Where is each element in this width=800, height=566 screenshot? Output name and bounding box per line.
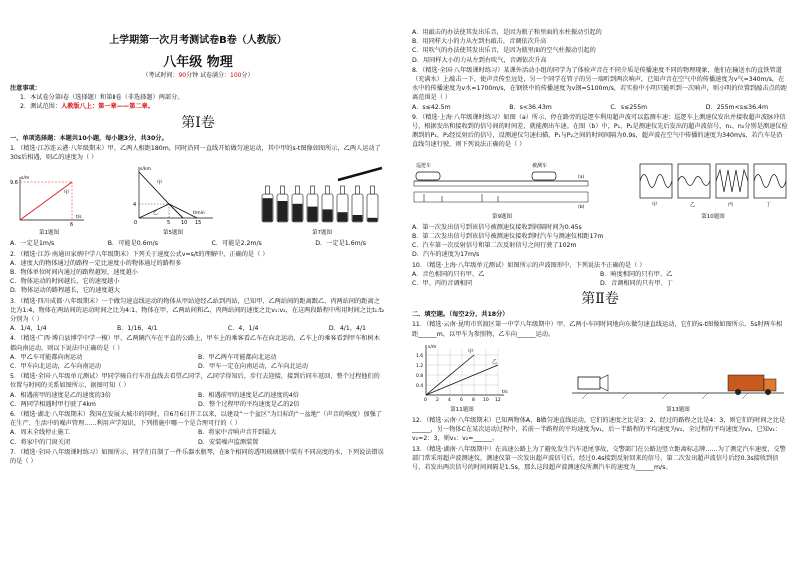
figure-7: [258, 164, 386, 237]
caption-fig10: 第10题图: [701, 213, 725, 220]
caption-fig9: 第9题图: [492, 213, 512, 220]
fig5-y1: 4: [133, 202, 137, 209]
figure-row-2: [412, 152, 788, 221]
section-2-heading: 二、填空题。（每空2分，共18分）: [412, 311, 509, 319]
q2-option-d[interactable]: D．物体运动的路程越长，它的速度越大: [10, 287, 120, 295]
q6-option-a[interactable]: A．周末全线停止施工: [10, 429, 70, 437]
score-value: 100: [230, 72, 242, 79]
q10-options-row2: [412, 279, 788, 288]
question-4: 4．（精选·广西·博白县博学中学一模）甲、乙两辆汽车在平直的公路上，甲车上的乘客看乙车在向北运动，乙车上的乘客看到甲车和树木都向南运动，则以下说法中正确的是（ ）: [10, 335, 380, 352]
q3-option-d[interactable]: D．4/1，4/1: [328, 325, 366, 333]
q3-option-c[interactable]: C．4，1/4: [227, 325, 259, 333]
question-12: 12．（精选·云南·八年级期末）已知两物体A、B做匀速直线运动，它们的速度之比是3：2，经过的路程之比是4：3，则它们的时间之比是______，另一物体C在某次运动过程中，若前一半路程的平均速度为v₁，后一半路程的平均速度为v₂，全过程的平均速度为v₃，已知v₁：v₂=2：3，则v₃：v₂=______。: [412, 417, 786, 443]
time-label: （考试时间：: [142, 72, 179, 79]
caption-fig11: 第11题图: [450, 407, 474, 414]
time-value: 90: [178, 72, 187, 79]
notes-heading: 注意事项：: [10, 85, 41, 92]
note-1: 1．本试卷分第Ⅰ卷（选择题）和第Ⅱ卷（非选择题）两部分。: [20, 94, 184, 102]
fig5-x3: 15: [195, 220, 202, 227]
exam-subject: 八年级 物理: [163, 55, 233, 70]
exam-title: 上学期第一次月考测试卷B卷（人教版）: [109, 35, 287, 46]
bottle-water: [263, 198, 273, 221]
bottle-neck: [356, 186, 360, 194]
note-2: [10, 102, 386, 111]
figure-13-diagram: [568, 363, 788, 403]
fig11-t-label: t/s: [502, 389, 508, 395]
bottle-neck: [371, 186, 375, 194]
q8-option-d[interactable]: D．255m<s≤36.4m: [705, 103, 768, 111]
caption-fig7: 第7题图: [312, 230, 332, 237]
q1-option-b[interactable]: B．可能是0.6m/s: [107, 240, 158, 248]
score-unit: 分）: [241, 72, 254, 79]
q8-option-b[interactable]: B．s<36.43m: [509, 103, 552, 111]
fig5-s-label: s/km: [140, 167, 151, 173]
question-3: 3．（精选·四川成都·八年级期末）一个做匀速直线运动的物体从甲站途经乙站到丙站，已知甲、乙两站间的距离跟乙、丙两站间的距离之比为1:4，物体在两站间的运动时间之比为4:1，物体在甲、乙两站间和乙、丙两站间的速度之比v₁:v₂，在这两段路程中所用时间之比t₁:t₂分别为（ ）: [10, 297, 385, 324]
q2-option-c[interactable]: C．物体运动的时间越长，它的速度越小: [10, 278, 120, 286]
figure-11-graph: [412, 341, 512, 403]
bottle-water: [278, 201, 288, 222]
bottle-water: [353, 215, 363, 222]
fig11-x5: 10: [483, 397, 489, 403]
target-car-icon: [532, 172, 556, 180]
q2-option-b[interactable]: B．物体单位时间内通过的路程越短，速度越小: [10, 269, 138, 277]
fig11-s-label: s/m: [428, 344, 437, 350]
figure-7-bottles: [258, 164, 386, 226]
q5-options-row1: [10, 391, 386, 400]
fig11-x2: 4: [448, 397, 451, 403]
q1-option-c[interactable]: C．可能是2.2m/s: [211, 240, 262, 248]
q6-option-c[interactable]: C．将家中的门窗关闭: [10, 438, 71, 446]
q3-option-a[interactable]: A．1/4，1/4: [10, 325, 47, 333]
q4-options-row2: [10, 362, 386, 371]
fig1-s-label: s/m: [21, 176, 30, 182]
note-2-prefix: 2．测试范围：: [20, 103, 62, 111]
question-5: 5．（精选·全国·八年级单元测试）甲同学骑自行车沿直线去看望乙同学，乙同学得知后，步行去迎接，接到后同车返回，整个过程他们的位置与时间的关系如图所示，据图可知（ ）: [10, 373, 380, 390]
fig10-bing: 丙: [728, 201, 734, 208]
caption-fig5: 第5题图: [163, 230, 183, 237]
figure-1: [10, 174, 88, 237]
bottle-neck: [341, 186, 345, 194]
q7-option-c[interactable]: C．用吹气的办法使其发出乐音，是因为瓶里面的空气柱振动引起的: [412, 47, 596, 55]
q8-options: [412, 103, 788, 112]
q5-option-b[interactable]: B．相遇前甲的速度是乙的速度的4倍: [198, 391, 299, 399]
q10-option-b[interactable]: B．响度相同的只有甲、乙: [600, 270, 673, 278]
fig1-ytop: 9.6: [10, 180, 18, 187]
q6-options-row1: [10, 428, 386, 437]
note-2-scope: 人教版八上：第一章——第二章。: [61, 103, 154, 111]
fig11-l2: 乙: [492, 358, 498, 365]
q4-option-d[interactable]: D．甲车一定在向南运动，乙车向北运动: [198, 363, 308, 371]
q8-option-a[interactable]: A．s≤42.5m: [412, 103, 451, 111]
q9-option-c[interactable]: C．汽车第一次反射信号和第二次反射信号之间行驶了102m: [412, 242, 577, 250]
figure-11: [412, 341, 512, 414]
q4-options-row1: [10, 353, 386, 362]
fig5-x2: 10: [181, 220, 188, 227]
bottle-neck: [311, 186, 315, 194]
q10-option-c[interactable]: C．甲、丙的音调相同: [412, 280, 473, 288]
q7-option-d[interactable]: D．用同样大小的力从左到右吹气，音调依次升高: [412, 56, 547, 64]
fig10-yi: 乙: [690, 201, 696, 208]
figure-9-diagram: [412, 152, 592, 210]
right-column: [412, 28, 788, 472]
volume-1-heading: 第Ⅰ卷: [181, 114, 215, 131]
question-2: 2．（精选·江苏·南通田家炳中学八年级期末）下列关于速度公式v=s/t的理解中，正确的是（ ）: [10, 250, 269, 258]
bottle-neck: [296, 186, 300, 194]
figure-5-graph: [127, 164, 219, 226]
q7-option-a[interactable]: A．用敲击的办法使其发出乐音，是因为瓶子和里面的水柱振动引起的: [412, 29, 602, 36]
q10-option-a[interactable]: A．音色相同的只有甲、乙: [412, 270, 485, 278]
bottle-group: [262, 186, 378, 222]
figure-9: [412, 152, 592, 221]
question-13: 13．（精选·湖南·八年级期中）在高速公路上为了避免发生汽车追尾事故，交警部门在公路边竖立距离标志牌……为了测定汽车速度，交警部门常采用超声波测速仪，测速仪第一次发出超声波信号后，经过0.4s接到反射回来的信号，第二次发出超声波信号后经0.3s接收到信号，若发出两次信号的时间间隔是1.5s，那么这段超声波测速仪所测汽车的速度为______m/s。: [412, 445, 786, 472]
q6-options-row2: [10, 438, 386, 447]
q5-options-row2: [10, 400, 386, 409]
q2-option-a[interactable]: A．速度大的物体通过的路程一定比速度小的物体通过的路程多: [10, 259, 182, 267]
fig9-car1: 巡逻车: [416, 162, 432, 169]
q4-option-c[interactable]: C．甲车向北运动，乙车向南运动: [10, 363, 101, 371]
q10-option-d[interactable]: D．音调相同的只有甲、丁: [600, 280, 673, 288]
volume-2-heading: 第Ⅱ卷: [581, 291, 619, 308]
question-10: 10．（精选·上海·八年级单元测试）如图所示的声波图形中，下列说法不正确的是（ ）: [412, 261, 646, 269]
fig11-l1: 甲: [468, 348, 474, 355]
question-9: 9．（精选·上海·八年级课时练习）如图（a）所示，停在路旁的巡逻车利用超声波可以监测车速：巡逻车上测速仪发出并接收超声波脉冲信号，根据发出和接收到的信号间的时间差，就能测出车速。在图（b）中，P₁、P₂是测速仪先后发出的超声波信号，n₁、n₂分别是测速仪检测到的P₁、P₂经反射后的信号，设测速仪匀速扫描，P₁与P₂之间的时间间隔为0.9s，超声波在空气中传播的速度为340m/s，若汽车是沿直线匀速行驶，则下列说法正确的是（ ）: [412, 113, 788, 149]
bottle-water: [338, 212, 348, 221]
figure-13: [568, 363, 788, 414]
caption-fig1: 第1题图: [39, 230, 59, 237]
figure-row-3: [412, 341, 788, 414]
patrol-car-icon: [416, 172, 440, 180]
fig11-x0: 0: [424, 397, 427, 403]
bottle-neck: [266, 186, 270, 194]
fig9-b: (b): [578, 204, 585, 210]
q9-option-d[interactable]: D．汽车的速度为17m/s: [412, 251, 480, 259]
fig1-t-label: t/s: [76, 215, 82, 221]
question-8: 8．（精选·全国·八年级课时练习）某课外活动小组的同学为了体验声音在不同介质是传播速度不同的物理现象，他们在输送水的直铁管道（充满水）上敲击一下，使声音传至远处，另一个同学在管子的另一端听到两次响声，已知声音在空气中的传播速度为v气=340m/s，在水中的传播速度为v水=1700m/s，在钢铁中的传播速度为v钢=5100m/s，若实验中小明只能听到一次响声，则小明的位置到敲击点的距离范围是（ ）: [412, 66, 788, 102]
question-11: 11．（精选·云南·昆明市官渡区第一中学八年级期中）甲、乙两小车同时同地向东做匀速直线运动，它们的s-t图像如图所示。5s时两车相距______m，以甲车为参照物，乙车向______运动。: [412, 321, 783, 338]
fig9-car2: 被测车: [532, 162, 548, 169]
q9-option-a[interactable]: A．第一次发出信号到该信号被测速仪接收到间隔时间为0.45s: [412, 223, 582, 231]
bottle-neck: [281, 186, 285, 194]
fig10-ding: 丁: [766, 201, 772, 208]
bottle-water: [308, 207, 318, 222]
fig11-y1: 1.6: [416, 353, 424, 359]
q7-option-b[interactable]: B．用同样大小的力从左到右敲击，音调依次升高: [412, 38, 547, 46]
fig10-jia: 甲: [652, 201, 658, 208]
q8-option-c[interactable]: C．s≤255m: [610, 103, 648, 111]
fig11-x3: 6: [460, 397, 463, 403]
q1-option-d[interactable]: D．一定是1.6m/s: [315, 240, 366, 248]
mallet-icon: [338, 168, 382, 180]
left-column: [10, 28, 386, 466]
truck-icon: [728, 375, 776, 395]
question-6: 6．（精选·湖北·八年级期末）我国在发展大城市的同时，自6月6日开工以来，以建设“一个盆区”为目标的“一盆地”（声音的响度）加强了在生产、生活中的噪声管理……利用声学知识，下列措施中哪一个是合理可行的（ ）: [10, 411, 382, 428]
q3-options: [10, 324, 386, 333]
fig11-y3: 0.8: [416, 373, 424, 379]
fig5-l1: 甲: [157, 180, 163, 187]
fig5-t-label: t/min: [193, 211, 205, 217]
q5-option-a[interactable]: A．相遇前甲的速度是乙的速度的3倍: [10, 391, 111, 399]
fig5-origin: 0: [134, 220, 138, 227]
speed-gun-icon: [578, 377, 600, 389]
exam-info: [10, 71, 386, 80]
q5-option-c[interactable]: C．两同学相遇时甲行驶了4km: [10, 400, 96, 408]
section-1-heading: 一、单项选择题：本题共10小题，每小题3分，共30分。: [10, 134, 168, 142]
q1-option-a[interactable]: A．一定是1m/s: [10, 240, 55, 248]
q9-option-b[interactable]: B．第二次发出信号到该信号被测速仪接收到时汽车与测速仪相距17m: [412, 233, 604, 241]
q3-option-b[interactable]: B．1/16，4/1: [116, 325, 158, 333]
bottle-water: [368, 218, 378, 222]
time-unit: 分钟 试卷满分：: [186, 72, 231, 79]
figure-10: [638, 162, 788, 221]
fig5-l2: 乙: [153, 210, 159, 217]
figure-5: [127, 164, 219, 237]
fig1-line-label: 甲: [64, 190, 70, 197]
q1-options: [10, 239, 386, 248]
question-1: 1．（精选·江苏连云港·八年级期末）甲、乙两人相距180m，同时沿同一直线开始做匀速运动，其中甲的s-t图像如图所示，乙两人运动了30s后相遇，则乙的速度为（ ）: [10, 144, 381, 162]
q4-option-a[interactable]: A．甲乙车可能都向南运动: [10, 353, 83, 361]
q6-option-b[interactable]: B．将家中音响声音开到最大: [198, 429, 277, 437]
fig9-a: (a): [578, 174, 585, 180]
q4-option-b[interactable]: B．甲乙两车可能都向北运动: [198, 353, 277, 361]
bottle-water: [293, 204, 303, 222]
figure-1-graph: [10, 174, 88, 226]
bottle-water: [323, 210, 333, 222]
fig5-x1: 5: [167, 220, 171, 227]
fig11-x6: 12: [495, 397, 501, 403]
fig11-y2: 1.2: [416, 363, 424, 369]
fig11-x1: 2: [436, 397, 439, 403]
figure-10-waves: [638, 162, 788, 210]
caption-fig13: 第13题图: [666, 407, 690, 414]
fig11-x4: 8: [472, 397, 475, 403]
figure-row-1: [10, 164, 386, 237]
q10-options-row1: [412, 270, 788, 279]
q6-option-d[interactable]: D．安装噪声监测装置: [198, 438, 259, 446]
q5-option-d[interactable]: D．整个过程甲的平均速度是乙的2倍: [198, 400, 300, 408]
question-7: 7．（精选·全国·八年级课时练习）如图所示，同学们自制了一件乐器水瓶琴，在8个相同的透明玻璃瓶中装有不同高度的水，下列说法错误的是（ ）: [10, 448, 384, 466]
fig11-y4: 0.4: [416, 383, 424, 389]
fig1-xend: 6: [70, 222, 74, 227]
bottle-neck: [326, 186, 330, 194]
